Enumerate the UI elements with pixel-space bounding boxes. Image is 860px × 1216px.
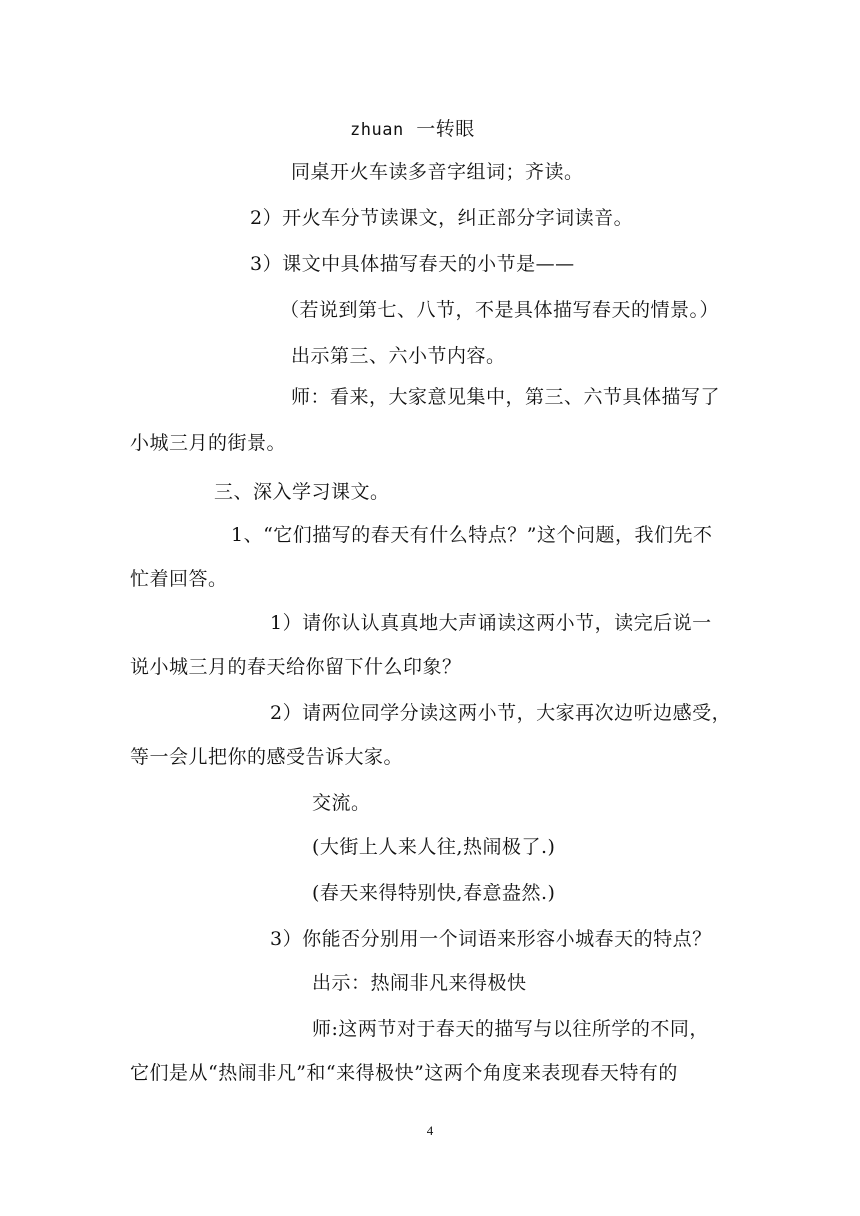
- text-line: 交流。: [312, 792, 371, 814]
- text-line: 出示：热闹非凡来得极快: [312, 972, 527, 994]
- text-line: 师:这两节对于春天的描写与以往所学的不同，: [312, 1018, 709, 1040]
- text-line: 3）课文中具体描写春天的小节是——: [250, 253, 575, 275]
- text-line: (春天来得特别快,春意盎然.): [312, 882, 556, 904]
- text-line: 小城三月的街景。: [130, 432, 287, 454]
- word-text: 一转眼: [416, 118, 475, 140]
- text-line: 它们是从“热闹非凡”和“来得极快”这两个角度来表现春天特有的: [130, 1062, 678, 1084]
- text-line: 2）开火车分节读课文，纠正部分字词读音。: [250, 207, 634, 229]
- text-line: 1、“它们描写的春天有什么特点？”这个问题，我们先不: [231, 524, 713, 546]
- text-line: （若说到第七、八节，不是具体描写春天的情景。）: [280, 299, 720, 321]
- text-line: 1）请你认认真真地大声诵读这两小节，读完后说一: [270, 612, 712, 634]
- text-line: 等一会儿把你的感受告诉大家。: [130, 746, 404, 768]
- text-line: 师：看来，大家意见集中，第三、六节具体描写了: [291, 386, 721, 408]
- pinyin-annotation: zhuan: [350, 120, 404, 140]
- text-line: 3）你能否分别用一个词语来形容小城春天的特点？: [270, 928, 712, 950]
- section-heading: 三、深入学习课文。: [214, 481, 390, 503]
- text-line: (大街上人来人往,热闹极了.): [312, 836, 556, 858]
- text-line: 2）请两位同学分读这两小节，大家再次边听边感受，: [270, 702, 732, 724]
- text-line: 出示第三、六小节内容。: [291, 345, 506, 367]
- text-line: 说小城三月的春天给你留下什么印象？: [130, 656, 462, 678]
- page-number: 4: [426, 1123, 434, 1138]
- text-line: 忙着回答。: [130, 568, 228, 590]
- text-line: 同桌开火车读多音字组词；齐读。: [291, 161, 584, 183]
- pinyin-line: [350, 115, 475, 144]
